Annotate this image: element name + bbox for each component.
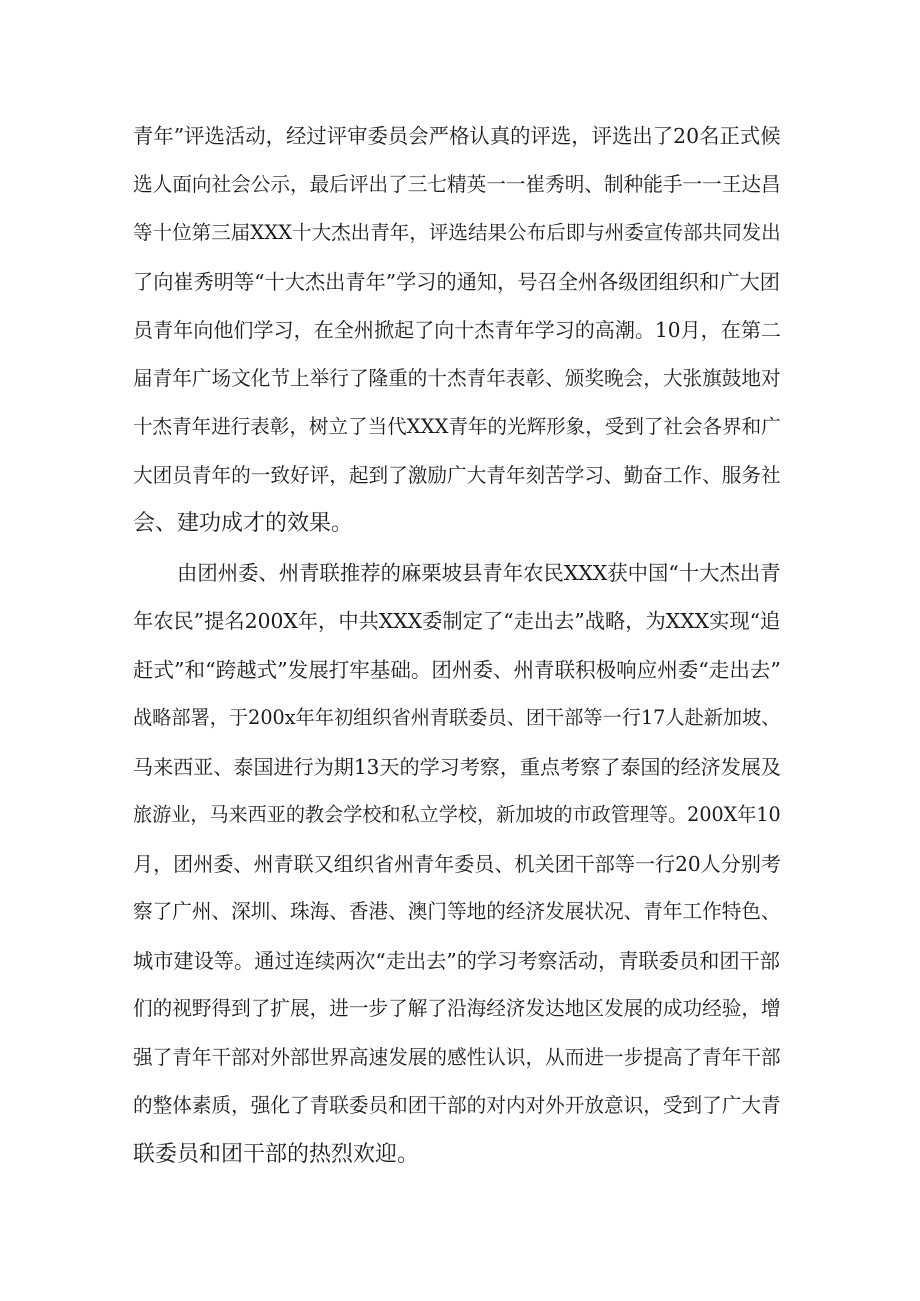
paragraph-1-line: 选人面向社会公示，最后评出了三七精英一一崔秀明、制种能手一一王达昌 — [133, 172, 781, 196]
paragraph-1-line: 十杰青年进行表彰，树立了当代XXX青年的光辉形象，受到了社会各界和广 — [133, 415, 781, 438]
paragraph-1-line: 青年”评选活动，经过评审委员会严格认真的评选，评选出了20名正式候 — [133, 124, 781, 148]
paragraph-2-line: 赶式”和“跨越式”发展打牢基础。团州委、州青联积极响应州委“走出去” — [133, 657, 781, 682]
paragraph-1-line: 届青年广场文化节上举行了隆重的十杰青年表彰、颁奖晚会，大张旗鼓地对 — [133, 366, 781, 390]
document-body — [133, 112, 781, 1179]
paragraph-1-line: 员青年向他们学习，在全州掀起了向十杰青年学习的高潮。10月，在第二 — [133, 318, 781, 342]
paragraph-2-line: 联委员和团干部的热烈欢迎。 — [133, 1141, 420, 1167]
paragraph-2-line: 马来西亚、泰国进行为期13天的学习考察，重点考察了泰国的经济发展及 — [133, 754, 781, 779]
paragraph-1 — [133, 112, 781, 549]
paragraph-1-line: 了向崔秀明等“十大杰出青年”学习的通知，号召全州各级团组织和广大团 — [133, 269, 780, 294]
paragraph-2-line: 年农民”提名200X年，中共XXX委制定了“走出去”战略，为XXX实现“追 — [133, 609, 781, 633]
paragraph-1-line: 等十位第三届XXX十大杰出青年，评选结果公布后即与州委宣传部共同发出 — [133, 221, 781, 244]
paragraph-2-line: 旅游业，马来西亚的教会学校和私立学校，新加坡的市政管理等。200X年10 — [133, 803, 781, 826]
paragraph-2-line: 月，团州委、州青联又组织省州青年委员、机关团干部等一行20人分别考 — [133, 851, 781, 876]
paragraph-1-line: 大团员青年的一致好评，起到了激励广大青年刻苦学习、勤奋工作、服务社 — [133, 463, 781, 487]
paragraph-2 — [133, 549, 781, 1180]
paragraph-2-line: 的整体素质，强化了青联委员和团干部的对内对外开放意识，受到了广大青 — [133, 1094, 781, 1117]
paragraph-1-line: 会、建功成才的效果。 — [133, 511, 354, 536]
paragraph-2-line: 们的视野得到了扩展，进一步了解了沿海经济发达地区发展的成功经验，增 — [133, 997, 781, 1020]
paragraph-2-line: 城市建设等。通过连续两次“走出去”的学习考察活动，青联委员和团干部 — [133, 948, 780, 973]
paragraph-2-line: 察了广州、深圳、珠海、香港、澳门等地的经济发展状况、青年工作特色、 — [133, 900, 781, 923]
paragraph-2-line: 强了青年干部对外部世界高速发展的感性认识，从而进一步提高了青年干部 — [133, 1045, 781, 1069]
paragraph-2-line: 战略部署，于200x年年初组织省州青联委员、团干部等一行17人赴新加坡、 — [133, 706, 781, 729]
paragraph-2-line: 由团州委、州青联推荐的麻栗坡县青年农民XXX获中国“十大杰出青 — [177, 560, 781, 585]
